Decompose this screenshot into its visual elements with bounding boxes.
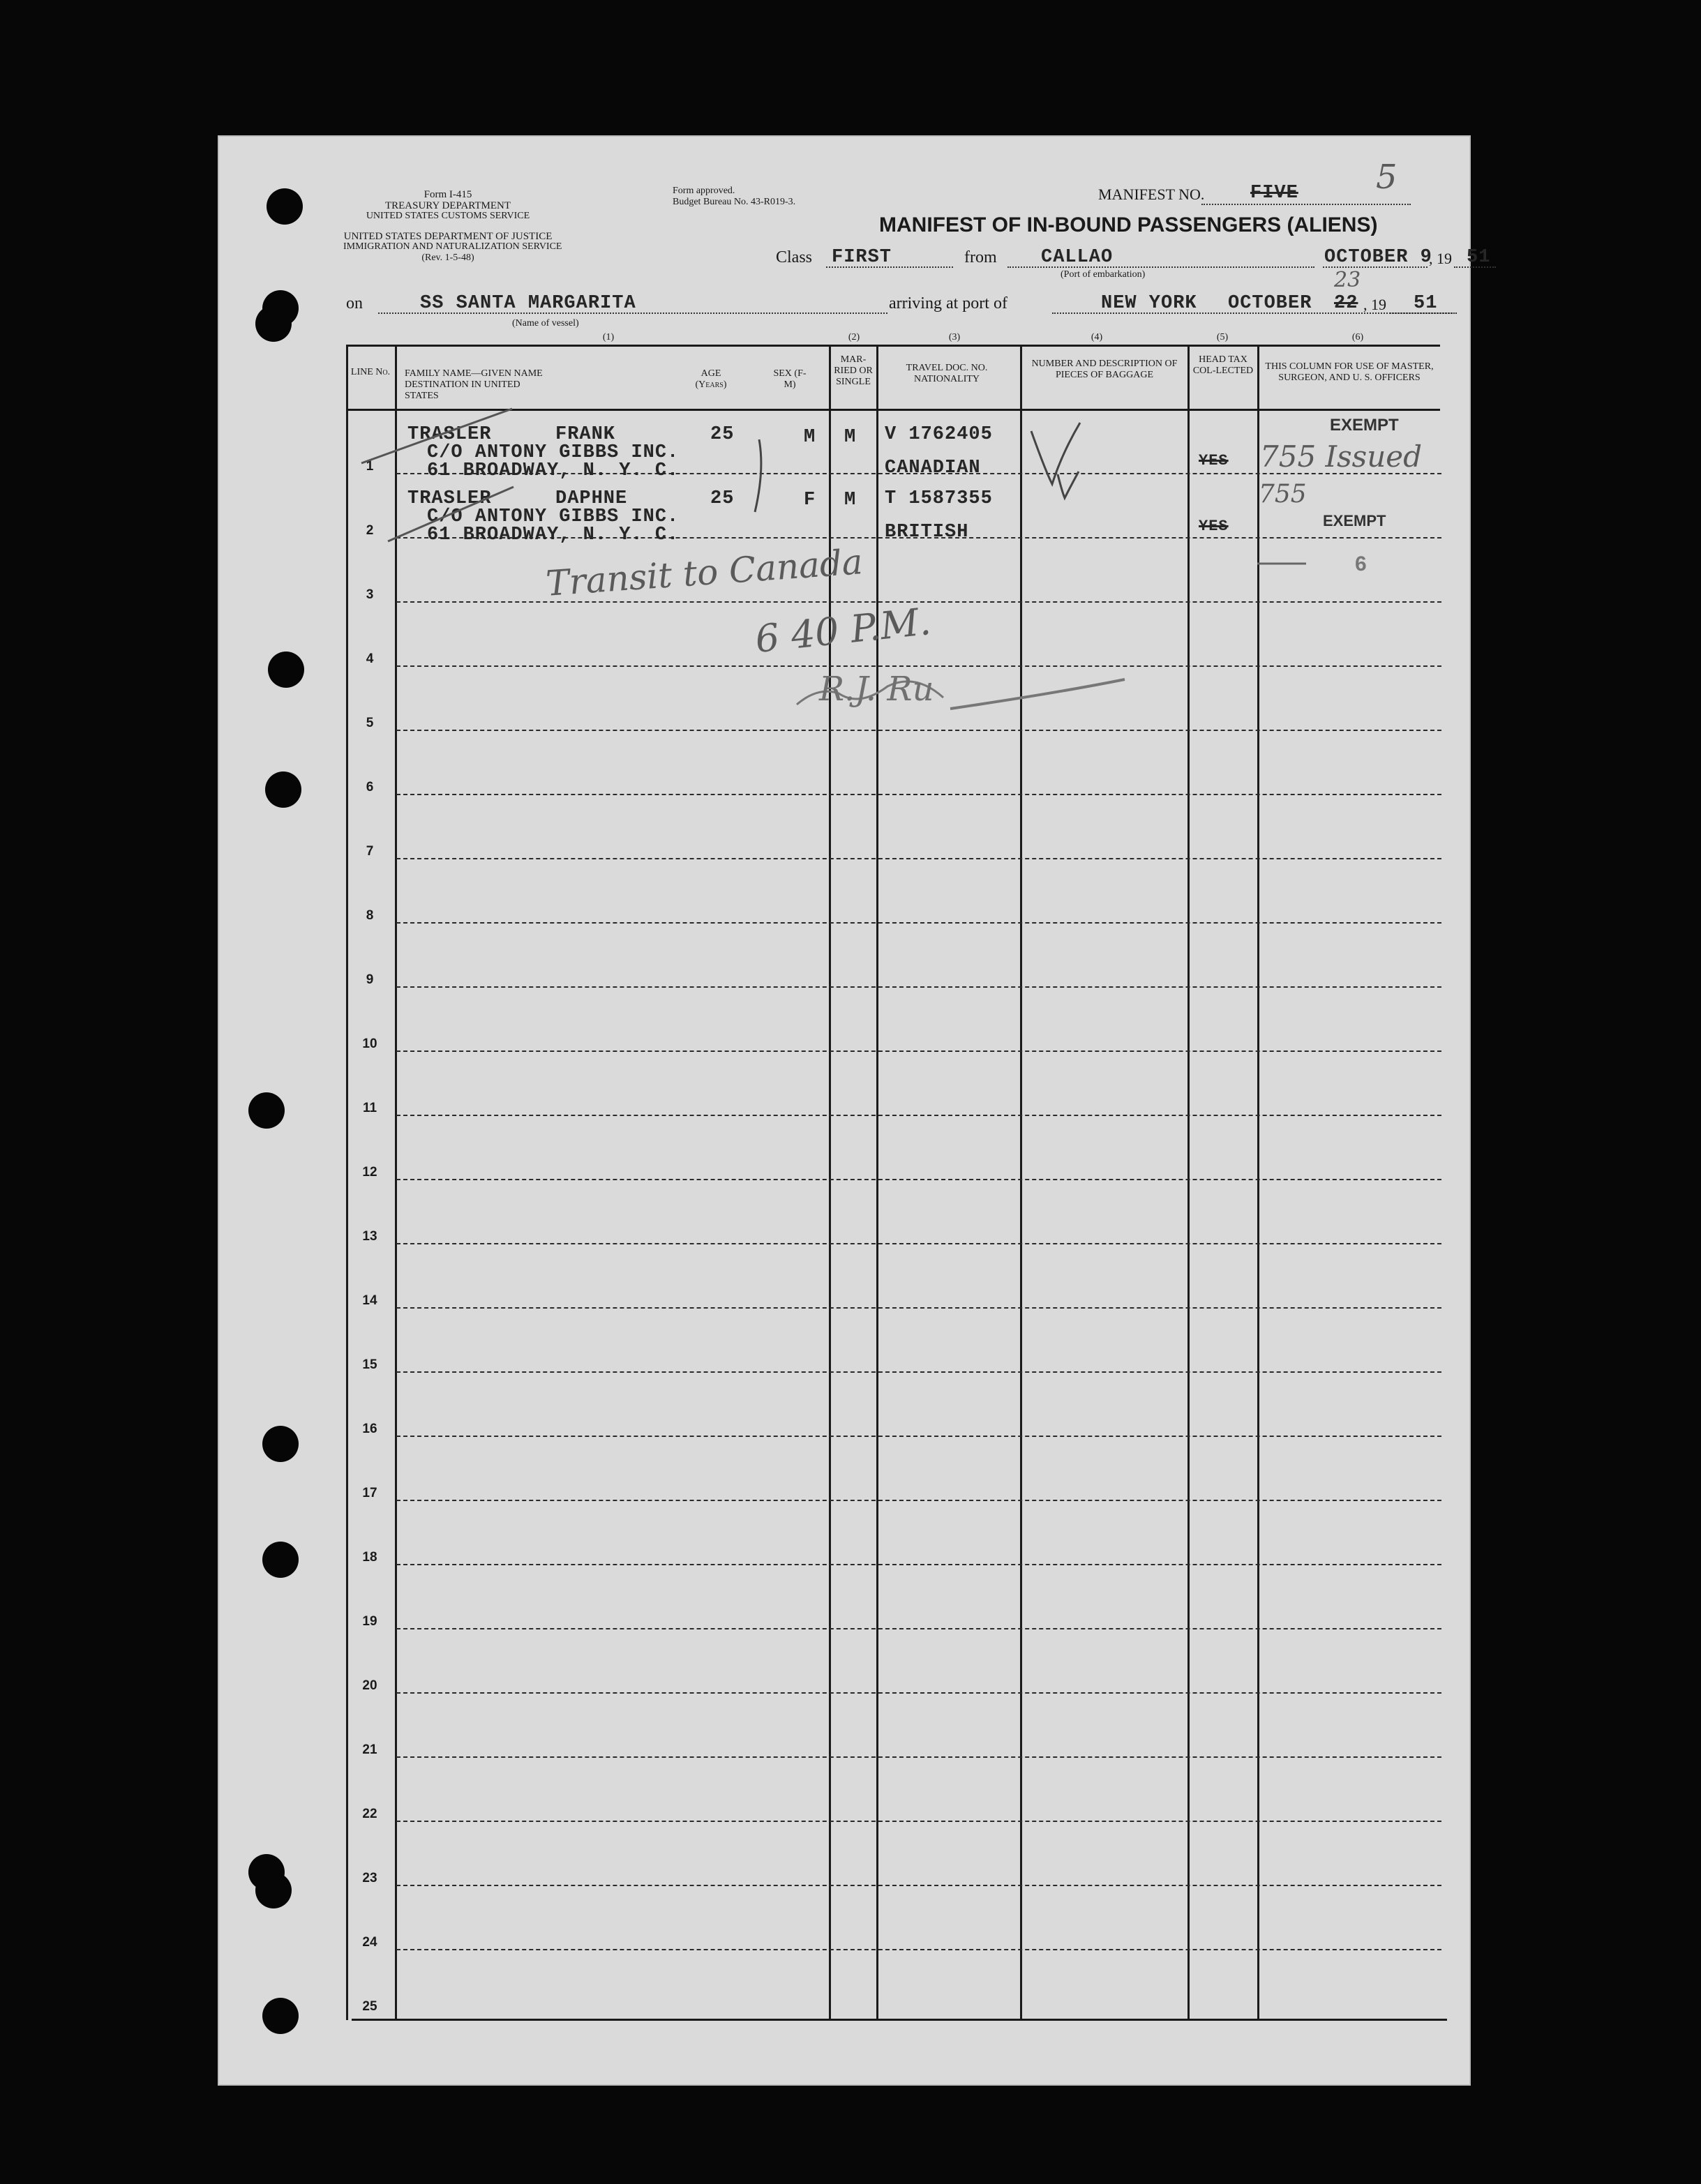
header-married: MAR-RIED OR SINGLE (834, 354, 873, 387)
class-value: FIRST (832, 247, 892, 268)
strike-line (388, 487, 514, 541)
line-number: 5 (366, 716, 374, 730)
binder-hole (262, 1542, 299, 1578)
line-number: 17 (362, 1486, 377, 1500)
line-number: 2 (366, 523, 374, 538)
transit-note: Transit to Canada (544, 541, 864, 604)
header-travel-doc: TRAVEL DOC. NO. NATIONALITY (906, 363, 988, 384)
manifest-no-struck: FIVE (1250, 183, 1298, 204)
line-number: 23 (362, 1871, 377, 1885)
given-name: FRANK (555, 424, 616, 445)
line-number: 13 (362, 1229, 377, 1244)
line-number: 4 (366, 652, 374, 666)
binder-hole (255, 1872, 292, 1908)
line-number: 16 (362, 1422, 377, 1436)
officer-count: 6 (1355, 552, 1367, 575)
departure-date: OCTOBER 9 (1324, 247, 1432, 268)
departure-year: 51 (1467, 247, 1491, 268)
line-number: 9 (366, 972, 374, 987)
travel-doc-number: T 1587355 (885, 488, 993, 509)
line-number: 19 (362, 1614, 377, 1629)
marital-status: M (844, 490, 857, 511)
bracket-mark (755, 439, 761, 512)
customs-service: UNITED STATES CUSTOMS SERVICE (366, 211, 530, 221)
age: 25 (710, 488, 735, 509)
strike-line (361, 409, 512, 463)
immigration-service: IMMIGRATION AND NATURALIZATION SERVICE (343, 241, 562, 252)
family-name: TRASLER (407, 488, 492, 509)
line-number: 22 (362, 1807, 377, 1821)
address-line-2: 61 BROADWAY, N. Y. C. (427, 525, 680, 545)
col-number: (5) (1216, 332, 1229, 342)
manifest-page (218, 135, 1491, 2086)
arrival-port: NEW YORK (1101, 293, 1197, 314)
check-mark (1031, 423, 1080, 484)
col-number: (4) (1091, 332, 1103, 342)
nationality: CANADIAN (885, 458, 981, 479)
line-number: 20 (362, 1678, 377, 1693)
col-number: (6) (1351, 332, 1364, 342)
header-age: AGE (Years) (695, 368, 727, 390)
treasury-dept: TREASURY DEPARTMENT (384, 200, 511, 211)
page-title: MANIFEST OF IN-BOUND PASSENGERS (ALIENS) (879, 213, 1378, 236)
arrival-day-struck: 22 (1334, 293, 1358, 314)
from-value: CALLAO (1041, 247, 1114, 268)
arriving-label: arriving at port of (889, 294, 1007, 312)
line-number: 10 (362, 1037, 377, 1051)
col-number: (3) (948, 332, 961, 342)
binder-hole (262, 1426, 299, 1462)
table-bottom-border (352, 2019, 1447, 2021)
vessel-note: (Name of vessel) (512, 318, 579, 329)
line-number: 21 (362, 1742, 377, 1757)
officer-note: 755 Issued (1260, 439, 1423, 474)
nationality: BRITISH (885, 522, 969, 543)
officer-note: 755 (1259, 480, 1307, 509)
revision-date: (Rev. 1-5-48) (421, 253, 474, 263)
line-number: 12 (362, 1165, 377, 1180)
line-number: 7 (366, 844, 374, 859)
inspector-initials: R.J. Ru (819, 670, 934, 709)
header-baggage: NUMBER AND DESCRIPTION OF PIECES OF BAGGAGE (1031, 359, 1178, 380)
col-number: (1) (602, 332, 615, 342)
line-number: 8 (366, 908, 374, 923)
arrival-day-handwritten: 23 (1334, 268, 1361, 292)
manifest-no-value: 5 (1376, 158, 1397, 197)
header-head-tax: HEAD TAX COL-LECTED (1192, 354, 1254, 376)
departure-year-prefix: , 19 (1429, 250, 1452, 267)
form-number: Form I-415 (424, 189, 472, 200)
header-officers: THIS COLUMN FOR USE OF MASTER, SURGEON, AND U. S. OFFICERS (1265, 361, 1434, 383)
class-label: Class (776, 248, 813, 266)
on-label: on (346, 294, 363, 312)
head-tax-struck: YES (1199, 452, 1229, 469)
age: 25 (710, 424, 735, 445)
address-line-1: C/O ANTONY GIBBS INC. (427, 442, 680, 463)
officer-stamp: EXEMPT (1330, 416, 1399, 435)
line-number: 3 (366, 587, 374, 602)
line-number: 24 (362, 1935, 377, 1950)
time-note: 6 40 P.M. (753, 598, 934, 662)
port-note: (Port of embarkation) (1061, 269, 1146, 280)
address-line-1: C/O ANTONY GIBBS INC. (427, 506, 680, 527)
sex: F (804, 490, 816, 511)
family-name: TRASLER (407, 424, 492, 445)
line-number: 1 (366, 459, 374, 474)
given-name: DAPHNE (555, 488, 628, 509)
line-number: 15 (362, 1357, 377, 1372)
binder-hole (262, 1998, 299, 2034)
line-number: 25 (362, 1999, 377, 2014)
from-label: from (964, 248, 997, 266)
arrival-month: OCTOBER (1228, 293, 1312, 314)
line-number: 6 (366, 780, 374, 794)
head-tax-struck: YES (1199, 518, 1229, 535)
justice-dept: UNITED STATES DEPARTMENT OF JUSTICE (343, 231, 553, 242)
binder-hole (248, 1092, 285, 1129)
header-line-no: LINE No. (350, 367, 391, 377)
line-number: 11 (362, 1101, 377, 1115)
officer-stamp: EXEMPT (1323, 512, 1386, 529)
manifest-no-label: MANIFEST NO. (1098, 186, 1205, 203)
vessel-name: SS SANTA MARGARITA (420, 293, 636, 314)
address-line-2: 61 BROADWAY, N. Y. C. (427, 460, 680, 481)
signature-underline (950, 679, 1125, 709)
arrival-year: 51 (1414, 293, 1438, 314)
arrival-year-prefix: , 19 (1363, 296, 1386, 313)
travel-doc-number: V 1762405 (885, 424, 993, 445)
sex: M (804, 427, 816, 448)
header-name: FAMILY NAME—GIVEN NAME DESTINATION IN UNITED STATES (405, 368, 543, 401)
form-approved: Form approved. (673, 186, 735, 196)
budget-bureau: Budget Bureau No. 43-R019-3. (673, 197, 796, 207)
check-mark (1058, 472, 1079, 498)
marital-status: M (844, 427, 857, 448)
line-number: 14 (362, 1293, 377, 1308)
col-number: (2) (848, 332, 860, 342)
header-sex: SEX (F-M) (773, 368, 807, 390)
line-number: 18 (362, 1550, 377, 1565)
